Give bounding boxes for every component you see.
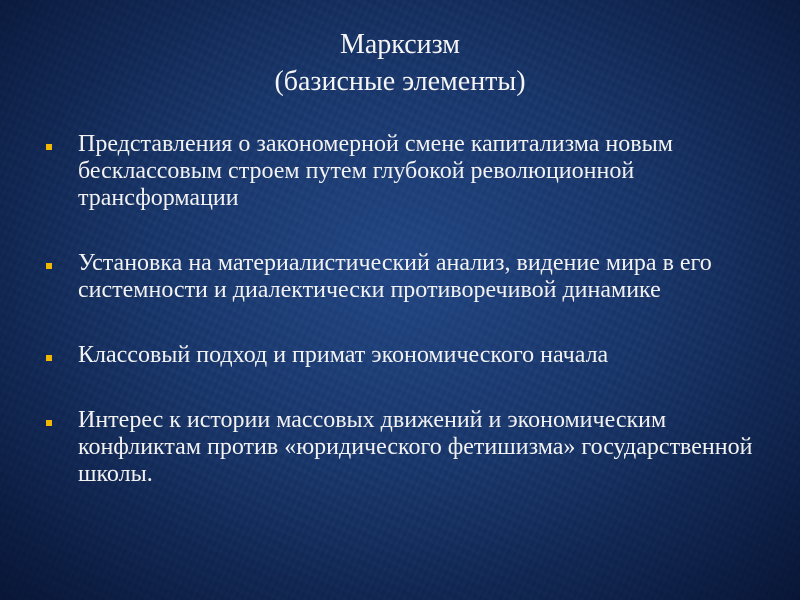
square-bullet-icon xyxy=(46,355,52,361)
bullet-item xyxy=(44,250,764,304)
bullet-text: Классовый подход и примат экономического начала xyxy=(78,342,609,368)
bullet-item xyxy=(44,131,764,212)
bullet-list xyxy=(44,131,764,526)
square-bullet-icon xyxy=(46,144,52,150)
square-bullet-icon xyxy=(46,263,52,269)
bullet-text: Интерес к истории массовых движений и экономическим конфликтам против «юридического фетишизма» государственной школы. xyxy=(78,407,753,487)
title-line-2: (базисные элементы) xyxy=(274,66,526,97)
bullet-item xyxy=(44,407,764,488)
slide-title xyxy=(0,26,800,100)
bullet-text: Установка на материалистический анализ, видение мира в его системности и диалектически противоречивой динамике xyxy=(78,250,712,303)
title-line-1: Марксизм xyxy=(339,29,461,60)
bullet-text: Представления о закономерной смене капитализма новым бесклассовым строем путем глубокой революционной трансформации xyxy=(78,131,673,211)
bullet-item xyxy=(44,342,764,369)
square-bullet-icon xyxy=(46,420,52,426)
